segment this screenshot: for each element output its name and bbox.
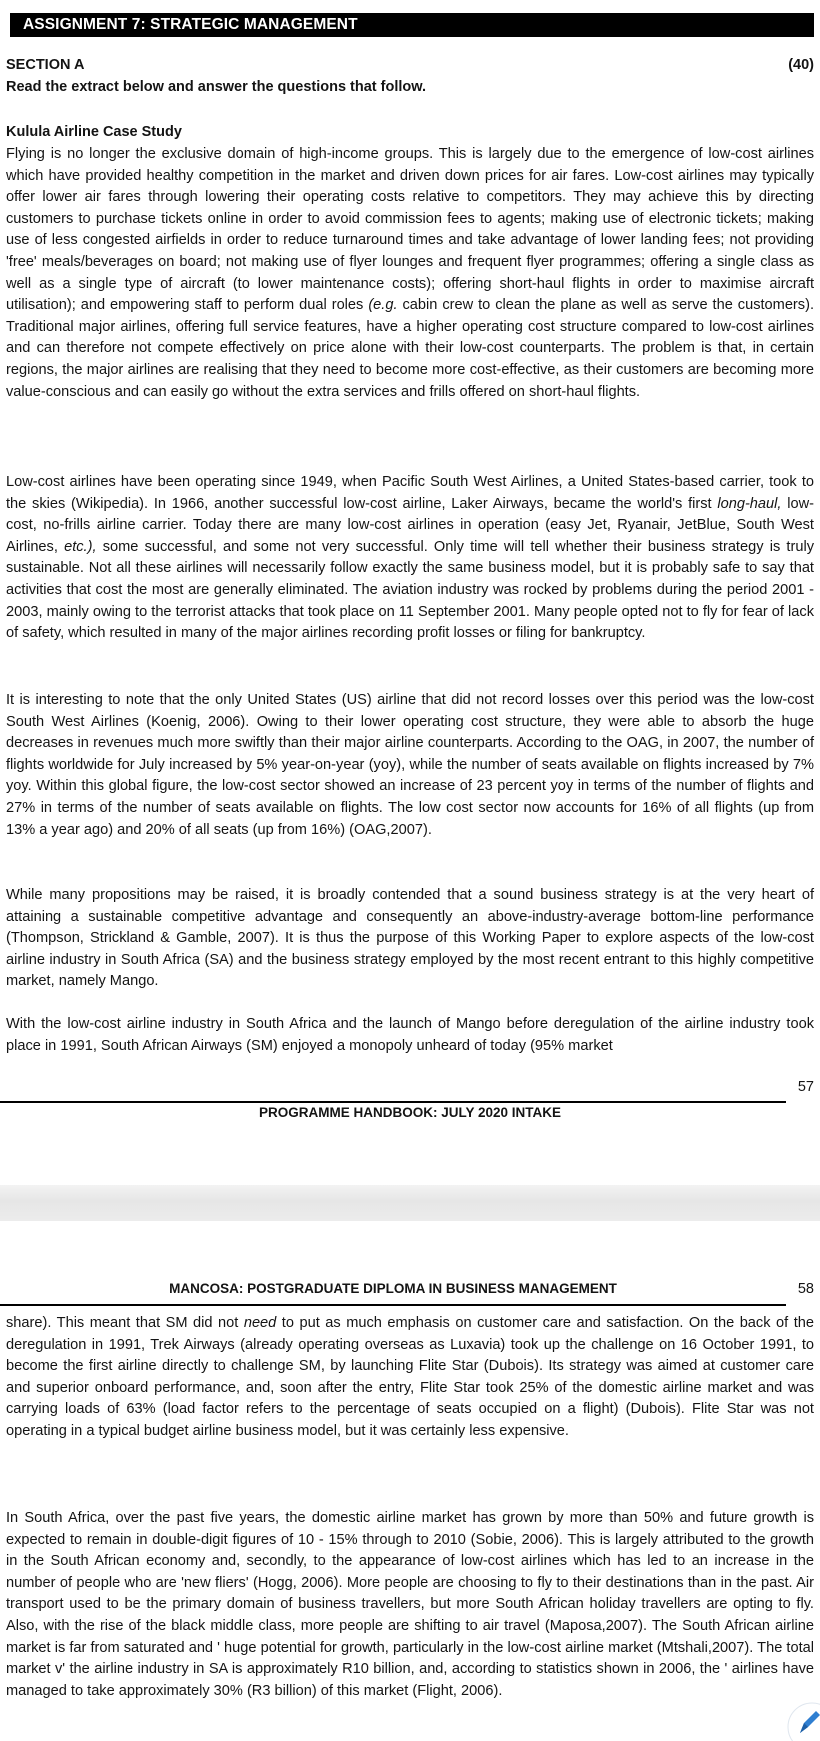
paragraph-2-text-c: some successful, and some not very successful. Only time will tell whether their business strategy is truly sustainable. Not all these airlines will necessarily follow exactly the same business model, but it is probably safe to say that activities that cost the most are generally eliminated. The aviation industry was rocked by problems during the period 2001 - 2003, mainly owing to the terrorist attacks that took place on 11 September 2001. Many people opted not to fly for fear of lack of safety, which resulted in many of the major airlines recording profit losses or filing for bankruptcy. [6, 538, 814, 642]
section-label: SECTION A [6, 57, 85, 73]
instruction-text: Read the extract below and answer the questions that follow. [6, 79, 427, 95]
paragraph-6-text-b: to put as much emphasis on customer care and satisfaction. On the back of the deregulation in 1991, Trek Airways (already operating overseas as Luxavia) took up the challenge on 16 October 1991, to become the first airline directly to challenge SM, by launching Flite Star (Dubois). Its strategy was aimed at customer care and superior onboard performance, and, soon after the entry, Flite Star took 25% of the domestic airline market and was carrying loads of 63% (load factor refers to the percentage of seats occupied on a flight) (Dubois). Flite Star was not operating in a typical budget airline business model, but it was certainly less expensive. [6, 1315, 814, 1439]
paragraph-2 [6, 472, 814, 645]
case-study-title: Kulula Airline Case Study [6, 124, 182, 140]
paragraph-6-need: need [243, 1315, 277, 1331]
page-number: 57 [797, 1079, 814, 1095]
paragraph-7: In South Africa, over the past five years, the domestic airline market has grown by more than 50% and future growth is expected to remain in double-digit figures of 10 - 15% through to 2010 (Sobie, 2006). This is largely attributed to the growth in the South African economy and, secondly, to the appearance of low-cost airlines which has led to an increase in the number of people who are 'new fliers' (Hogg, 2006). More people are choosing to fly to their destinations than in the past. Air transport used to be the primary domain of business travellers, but more South African holiday travellers are opting to fly. Also, with the rise of the black middle class, more people are shifting to air travel (Maposa,2007). The South African airline market is far from saturated and ' huge potential for growth, particularly in the low-cost airline market (Mtshali,2007). The total market v' the airline industry in SA is approximately R10 billion, and, according to statistics shown in 2006, the ' airlines have managed to take approximately 30% (R3 billion) of this market (Flight, 2006). [6, 1510, 814, 1699]
paragraph-4: While many propositions may be raised, it is broadly contended that a sound business strategy is at the very heart of attaining a sustainable competitive advantage and consequently an above-industry-average bottom-line performance (Thompson, Strickland & Gamble, 2007). It is thus the purpose of this Working Paper to explore aspects of the low-cost airline industry in South Africa (SA) and the business strategy employed by the most recent entrant to this highly competitive market, namely Mango. [6, 887, 814, 990]
paragraph-5: With the low-cost airline industry in South Africa and the launch of Mango before deregulation of the airline industry took place in 1991, South African Airways (SM) enjoyed a monopoly unheard of today (95% market [6, 1016, 814, 1054]
paragraph-1-text-b: cabin crew to clean the plane as well as serve the customers). Traditional major airlines, offering full service features, have a higher operating cost structure compared to low-cost airlines and can therefore not compete effectively on price alone with their low-cost counterparts. The problem is that, in certain regions, the major airlines are realising that they need to become more cost-effective, as their customers are becoming more value-conscious and can easily go without the extra services and frills offered on short-haul flights. [6, 297, 815, 400]
page-footer: PROGRAMME HANDBOOK: JULY 2020 INTAKE [258, 1105, 562, 1120]
paragraph-2-long-haul: long-haul, [717, 495, 782, 512]
paragraph-2-etc: etc.), [64, 538, 97, 555]
paragraph-6 [6, 1313, 814, 1443]
paragraph-1 [6, 144, 814, 403]
section-marks: (40) [788, 57, 814, 73]
page-separator [0, 1185, 820, 1221]
page-header: MANCOSA: POSTGRADUATE DIPLOMA IN BUSINESS MANAGEMENT [169, 1281, 617, 1296]
footer-rule [0, 1101, 786, 1103]
assignment-title: ASSIGNMENT 7: STRATEGIC MANAGEMENT [10, 13, 814, 37]
page-number: 58 [797, 1281, 814, 1297]
document-page-58 [0, 1221, 820, 1735]
paragraph-1-text-a: Flying is no longer the exclusive domain of high-income groups. This is largely due to the emergence of low-cost airlines which have provided healthy competition in the market and driven down prices for air fares. Low-cost airlines may typically offer lower air fares through lowering their operating costs relative to competitors. They may achieve this by directing customers to purchase tickets online in order to avoid commission fees to agents; making use of electronic tickets; making use of less congested airfields in order to reduce turnaround times and take advantage of lower landing fees; not providing 'free' meals/beverages on board; not making use of flyer lounges and frequent flyer programmes; offering a single class as well as a single type of aircraft (to lower maintenance costs); offering short-haul flights in order to maximise aircraft utilisation); and empowering staff to perform dual roles [6, 146, 814, 314]
paragraph-6-text-a: share). This meant that SM did not [6, 1315, 244, 1331]
header-rule [0, 1304, 786, 1306]
paragraph-2-text-a: Low-cost airlines have been operating since 1949, when Pacific South West Airlines, a United States-based carrier, took to the skies (Wikipedia). In 1966, another successful low-cost airline, Laker Airways, became the world's first [6, 474, 814, 512]
paragraph-2-text-b: low-cost, no-frills airline carrier. Today there are many low-cost airlines in operation (easy Jet, Ryanair, JetBlue, South West Airlines, [6, 495, 814, 555]
paragraph-1-eg: (e.g. [368, 297, 398, 314]
paragraph-3: It is interesting to note that the only United States (US) airline that did not record losses over this period was the low-cost South West Airlines (Koenig, 2006). Owing to their lower operating cost structure, they were able to absorb the huge decreases in revenues much more swiftly than their major airline counterparts. According to the OAG, in 2007, the number of flights worldwide for July increased by 5% year-on-year (yoy), while the number of seats available on flights increased by 7% yoy. Within this global figure, the low-cost sector showed an increase of 23 percent yoy in terms of the number of flights and 27% in terms of the number of seats available on flights. The low cost sector now accounts for 16% of all flights (up from 13% a year ago) and 20% of all seats (up from 16%) (OAG,2007). [6, 692, 814, 838]
edit-pen-icon[interactable] [778, 1693, 820, 1741]
